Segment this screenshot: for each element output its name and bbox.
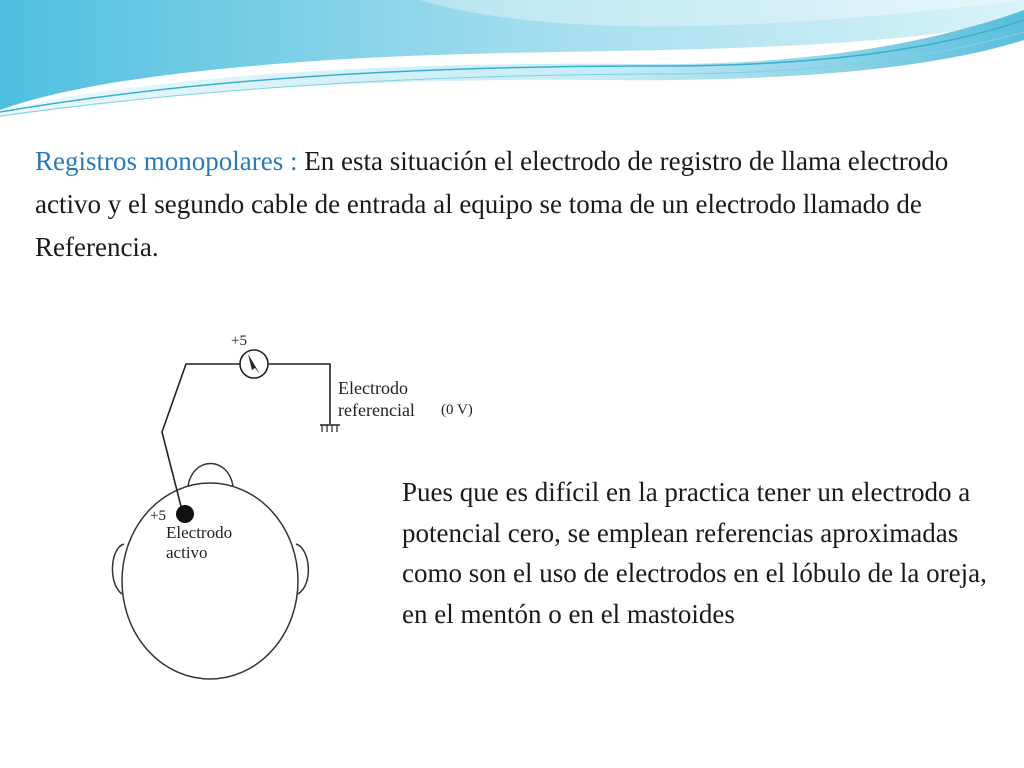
active-label-line1: Electrodo <box>166 523 233 542</box>
intro-body: En esta situación el electrodo de registro de llama electrodo activo y el segundo cable de entrada al equipo se toma de un electrodo llamado de Referencia. <box>35 146 949 262</box>
intro-paragraph <box>35 140 1000 269</box>
reference-wire <box>268 364 330 424</box>
header-wave-decoration <box>0 0 1024 125</box>
reference-voltage: (0 V) <box>441 402 473 418</box>
active-electrode-dot <box>176 505 194 523</box>
reference-label-line1: Electrodo <box>338 378 408 398</box>
reference-label-line2: referencial <box>338 400 415 420</box>
meter-label: +5 <box>231 333 247 349</box>
explanation-paragraph: Pues que es difícil en la practica tener un electrodo a potencial cero, se emplean referencias aproximadas como son el uso de electrodos en el lóbulo de la oreja, en el mentón o en el mastoides <box>402 477 987 629</box>
head-outline <box>122 483 298 679</box>
intro-lead: Registros monopolares : <box>35 146 298 176</box>
active-value: +5 <box>150 508 166 524</box>
active-label-line2: activo <box>166 543 208 562</box>
